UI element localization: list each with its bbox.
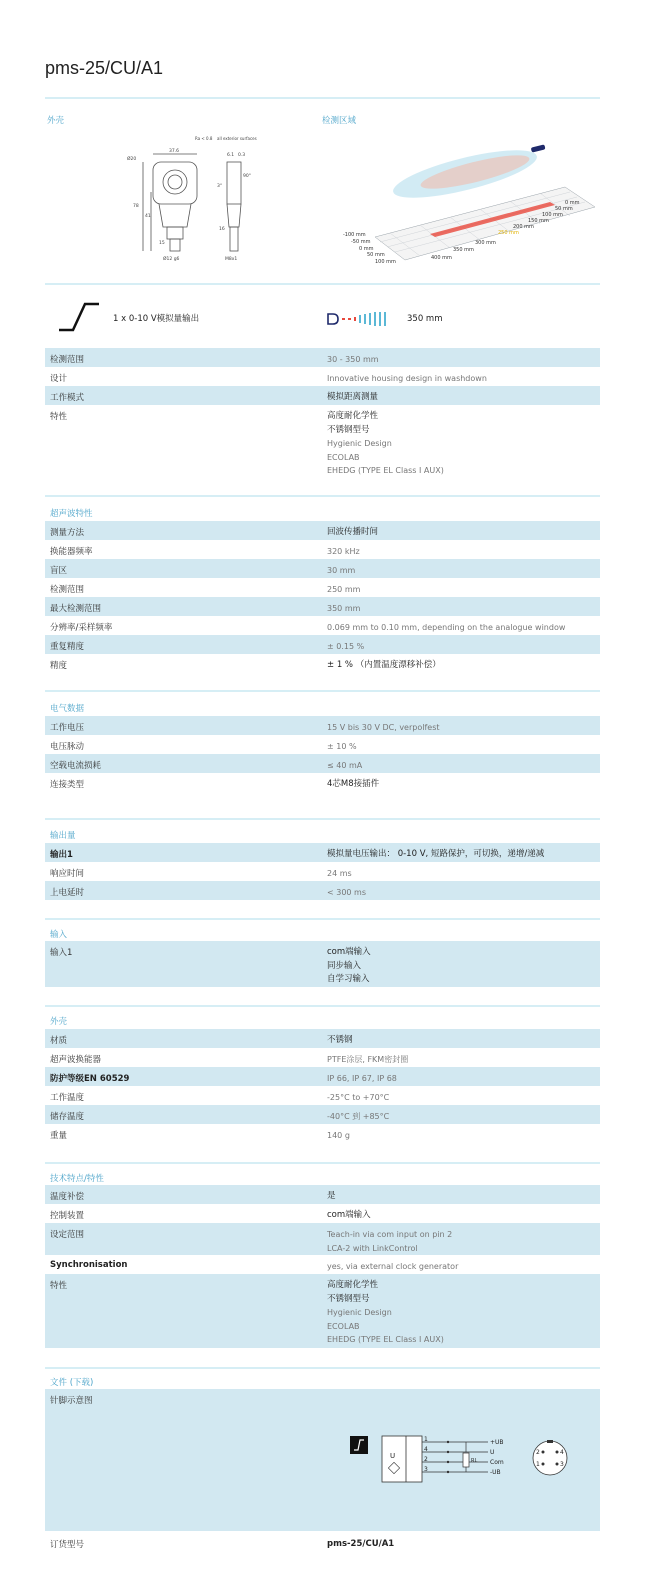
zone-label-6: -100 mm	[343, 232, 366, 238]
table-row	[45, 941, 600, 987]
row-value: yes, via external clock generator	[327, 1262, 459, 1271]
row-value: 0.069 mm to 0.10 mm, depending on the analogue window	[327, 623, 566, 632]
zone-label-9: 50 mm	[367, 252, 385, 258]
dim-6-1: 6.1	[227, 153, 235, 158]
row-value: 不锈钢型号	[327, 424, 370, 435]
row-key: 连接类型	[50, 780, 85, 790]
analog-output-icon	[57, 300, 101, 334]
row-value: Innovative housing design in washdown	[327, 374, 487, 383]
pin-number: 1	[424, 1436, 428, 1443]
table-row	[45, 405, 600, 480]
table-row	[45, 843, 600, 862]
row-value: 350 mm	[327, 604, 361, 613]
table-row	[45, 754, 600, 773]
table-row	[45, 521, 600, 540]
row-value: 320 kHz	[327, 547, 360, 556]
table-row	[45, 1274, 600, 1348]
housing-drawing	[125, 132, 285, 267]
row-value: 140 g	[327, 1131, 350, 1140]
range-value: 350 mm	[407, 314, 443, 324]
row-value: 24 ms	[327, 869, 352, 878]
table-row	[45, 881, 600, 900]
row-key: 设定范围	[50, 1230, 85, 1240]
table-row	[45, 773, 600, 792]
row-key: 超声波换能器	[50, 1055, 102, 1065]
table-row	[45, 559, 600, 578]
row-key: 换能器频率	[50, 547, 93, 557]
wiring-u-label: U	[390, 1452, 396, 1460]
table-row	[45, 716, 600, 735]
wiring-diagram	[350, 1432, 575, 1484]
row-value: 高度耐化学性	[327, 411, 379, 421]
table-row	[45, 1533, 600, 1552]
row-value: 30 - 350 mm	[327, 355, 379, 364]
zone-label-12: 300 mm	[475, 240, 496, 246]
table-row	[45, 635, 600, 654]
zone-label-5: 250 mm	[498, 230, 519, 236]
row-value: Hygienic Design	[327, 1308, 392, 1317]
dim-90: 90°	[243, 174, 251, 179]
row-value: ≤ 40 mA	[327, 761, 363, 770]
section-title-ultrasonic: 超声波特性	[50, 509, 93, 519]
table-row	[45, 1086, 600, 1105]
range-icon	[327, 311, 399, 327]
connector-pin: 1	[536, 1461, 540, 1468]
dim-surfaces: all exterior surfaces	[217, 136, 257, 141]
row-key: Synchronisation	[50, 1260, 128, 1270]
table-row	[45, 616, 600, 635]
row-value: 高度耐化学性	[327, 1280, 379, 1290]
row-value: Teach-in via com input on pin 2	[327, 1230, 453, 1239]
row-value: 4芯M8接插件	[327, 779, 380, 789]
zone-label-4: 200 mm	[513, 224, 534, 230]
row-value: ± 10 %	[327, 742, 357, 751]
divider	[45, 495, 600, 497]
divider	[45, 283, 600, 285]
row-value: 自学习输入	[327, 974, 370, 984]
divider	[45, 918, 600, 920]
divider	[45, 818, 600, 820]
row-key: 重量	[50, 1131, 68, 1141]
dim-m8: M8x1	[225, 257, 238, 262]
connector-pin: 2	[536, 1449, 540, 1456]
table-row	[45, 654, 600, 673]
terminal-label: Com	[490, 1459, 504, 1466]
divider	[45, 97, 600, 99]
dim-3: 3°	[217, 184, 223, 189]
zone-label-1: 50 mm	[555, 206, 573, 212]
row-key: 盲区	[50, 566, 68, 576]
table-row	[45, 578, 600, 597]
row-key: 检测范围	[50, 355, 85, 365]
row-key: 储存温度	[50, 1112, 85, 1122]
row-value: 同步输入	[327, 960, 362, 971]
row-key: 输入1	[50, 948, 73, 958]
table-row	[45, 540, 600, 559]
row-key: 针脚示意图	[50, 1396, 93, 1406]
row-key: 订货型号	[50, 1540, 85, 1550]
row-value: 不锈钢型号	[327, 1293, 370, 1304]
dim-d20: Ø20	[127, 157, 137, 162]
zone-label-3: 150 mm	[528, 218, 549, 224]
row-value: EHEDG (TYPE EL Class I AUX)	[327, 1335, 444, 1344]
page-title: pms-25/CU/A1	[45, 58, 164, 78]
dim-0-3: 0.3	[238, 153, 246, 158]
row-key: 工作温度	[50, 1093, 85, 1103]
divider	[45, 690, 600, 692]
row-value: < 300 ms	[327, 888, 367, 897]
section-title-input: 输入	[50, 930, 68, 940]
row-key: 分辨率/采样频率	[50, 623, 113, 633]
zone-label-8: 0 mm	[359, 246, 374, 252]
section-title-output: 输出量	[50, 831, 76, 841]
dim-15: 15	[159, 241, 165, 246]
row-key: 材质	[50, 1036, 68, 1046]
row-value: com端输入	[327, 1210, 371, 1220]
divider	[45, 1367, 600, 1369]
zone-label-0: 0 mm	[565, 200, 580, 206]
row-value: PTFE涂层, FKM密封圈	[327, 1055, 409, 1064]
table-row	[45, 1029, 600, 1048]
row-key: 输出1	[50, 850, 73, 860]
row-key: 精度	[50, 661, 68, 671]
section-title-tech: 技术特点/特性	[50, 1174, 104, 1184]
table-row	[45, 1067, 600, 1086]
table-row	[45, 1223, 600, 1255]
row-key: 工作模式	[50, 393, 85, 403]
table-row	[45, 1105, 600, 1124]
row-value: 15 V bis 30 V DC, verpolfest	[327, 723, 440, 732]
row-key: 响应时间	[50, 869, 85, 879]
terminal-label: U	[490, 1449, 495, 1456]
row-value: 模拟距离测量	[327, 392, 379, 402]
table-row	[45, 1185, 600, 1204]
table-row	[45, 367, 600, 386]
pin-number: 3	[424, 1466, 428, 1473]
row-key: 空载电流损耗	[50, 761, 102, 771]
zone-label-7: -50 mm	[351, 239, 371, 245]
row-key: 检测范围	[50, 585, 85, 595]
pin-number: 4	[424, 1446, 428, 1453]
zone-label-2: 100 mm	[542, 212, 563, 218]
zone-label-13: 400 mm	[431, 255, 452, 261]
table-row	[45, 348, 600, 367]
row-key: 工作电压	[50, 723, 85, 733]
order-number: pms-25/CU/A1	[327, 1539, 395, 1549]
row-key: 特性	[50, 412, 68, 422]
divider	[45, 1162, 600, 1164]
output-description: 1 x 0-10 V模拟量输出	[113, 314, 200, 324]
housing-label: 外壳	[47, 116, 65, 126]
dim-37-6: 37.6	[169, 149, 180, 154]
table-row	[45, 862, 600, 881]
row-key: 特性	[50, 1281, 68, 1291]
zone-label-11: 350 mm	[453, 247, 474, 253]
dim-ra: Ra < 0.8	[195, 136, 213, 141]
wiring-rl-label: RL	[471, 1458, 478, 1464]
detection-zone-label: 检测区域	[322, 116, 357, 126]
row-key: 测量方法	[50, 528, 85, 538]
row-key: 控制装置	[50, 1211, 85, 1221]
divider	[45, 1005, 600, 1007]
row-value: ± 0.15 %	[327, 642, 365, 651]
connector-pin: 3	[560, 1461, 564, 1468]
connector-pin: 4	[560, 1449, 564, 1456]
row-value: -40°C 到 +85°C	[327, 1112, 390, 1121]
table-row	[45, 1048, 600, 1067]
section-title-housing: 外壳	[50, 1017, 68, 1027]
row-value: LCA-2 with LinkControl	[327, 1243, 418, 1253]
dim-16: 16	[219, 227, 225, 232]
row-value: -25°C to +70°C	[327, 1093, 390, 1102]
table-row	[45, 1204, 600, 1223]
zone-label-10: 100 mm	[375, 259, 396, 265]
section-title-electrical: 电气数据	[50, 704, 85, 714]
row-value: com端输入	[327, 947, 371, 957]
dim-78: 78	[133, 204, 139, 209]
row-value: ECOLAB	[327, 1321, 360, 1331]
row-value: EHEDG (TYPE EL Class I AUX)	[327, 466, 444, 475]
terminal-label: +UB	[490, 1439, 504, 1446]
row-key: 电压脉动	[50, 742, 85, 752]
terminal-label: -UB	[490, 1469, 501, 1476]
dim-d12: Ø12 g6	[163, 257, 180, 262]
row-value: Hygienic Design	[327, 439, 392, 448]
row-value: 回波传播时间	[327, 527, 379, 537]
row-key: 最大检测范围	[50, 604, 102, 614]
detection-zone-graphic	[335, 132, 600, 267]
row-value: IP 66, IP 67, IP 68	[327, 1074, 397, 1083]
row-key: 防护等级EN 60529	[50, 1074, 130, 1084]
row-value: 30 mm	[327, 566, 356, 575]
row-value: 模拟量电压输出： 0-10 V, 短路保护，可切换，递增/递减	[327, 849, 545, 859]
dim-41: 41	[145, 214, 151, 219]
table-row	[45, 386, 600, 405]
row-key: 设计	[50, 374, 68, 384]
section-title-files[interactable]: 文件 (下载)	[50, 1378, 94, 1388]
row-key: 重复精度	[50, 642, 85, 652]
table-row	[45, 1124, 600, 1143]
row-value: 不锈钢	[327, 1035, 353, 1045]
row-value: 250 mm	[327, 585, 361, 594]
pin-number: 2	[424, 1456, 428, 1463]
row-value: ECOLAB	[327, 452, 360, 462]
table-row	[45, 1255, 600, 1274]
row-value: ± 1 % （内置温度漂移补偿）	[327, 660, 441, 670]
row-key: 上电延时	[50, 888, 85, 898]
row-key: 温度补偿	[50, 1192, 85, 1202]
table-row	[45, 735, 600, 754]
row-value: 是	[327, 1191, 336, 1201]
table-row	[45, 597, 600, 616]
